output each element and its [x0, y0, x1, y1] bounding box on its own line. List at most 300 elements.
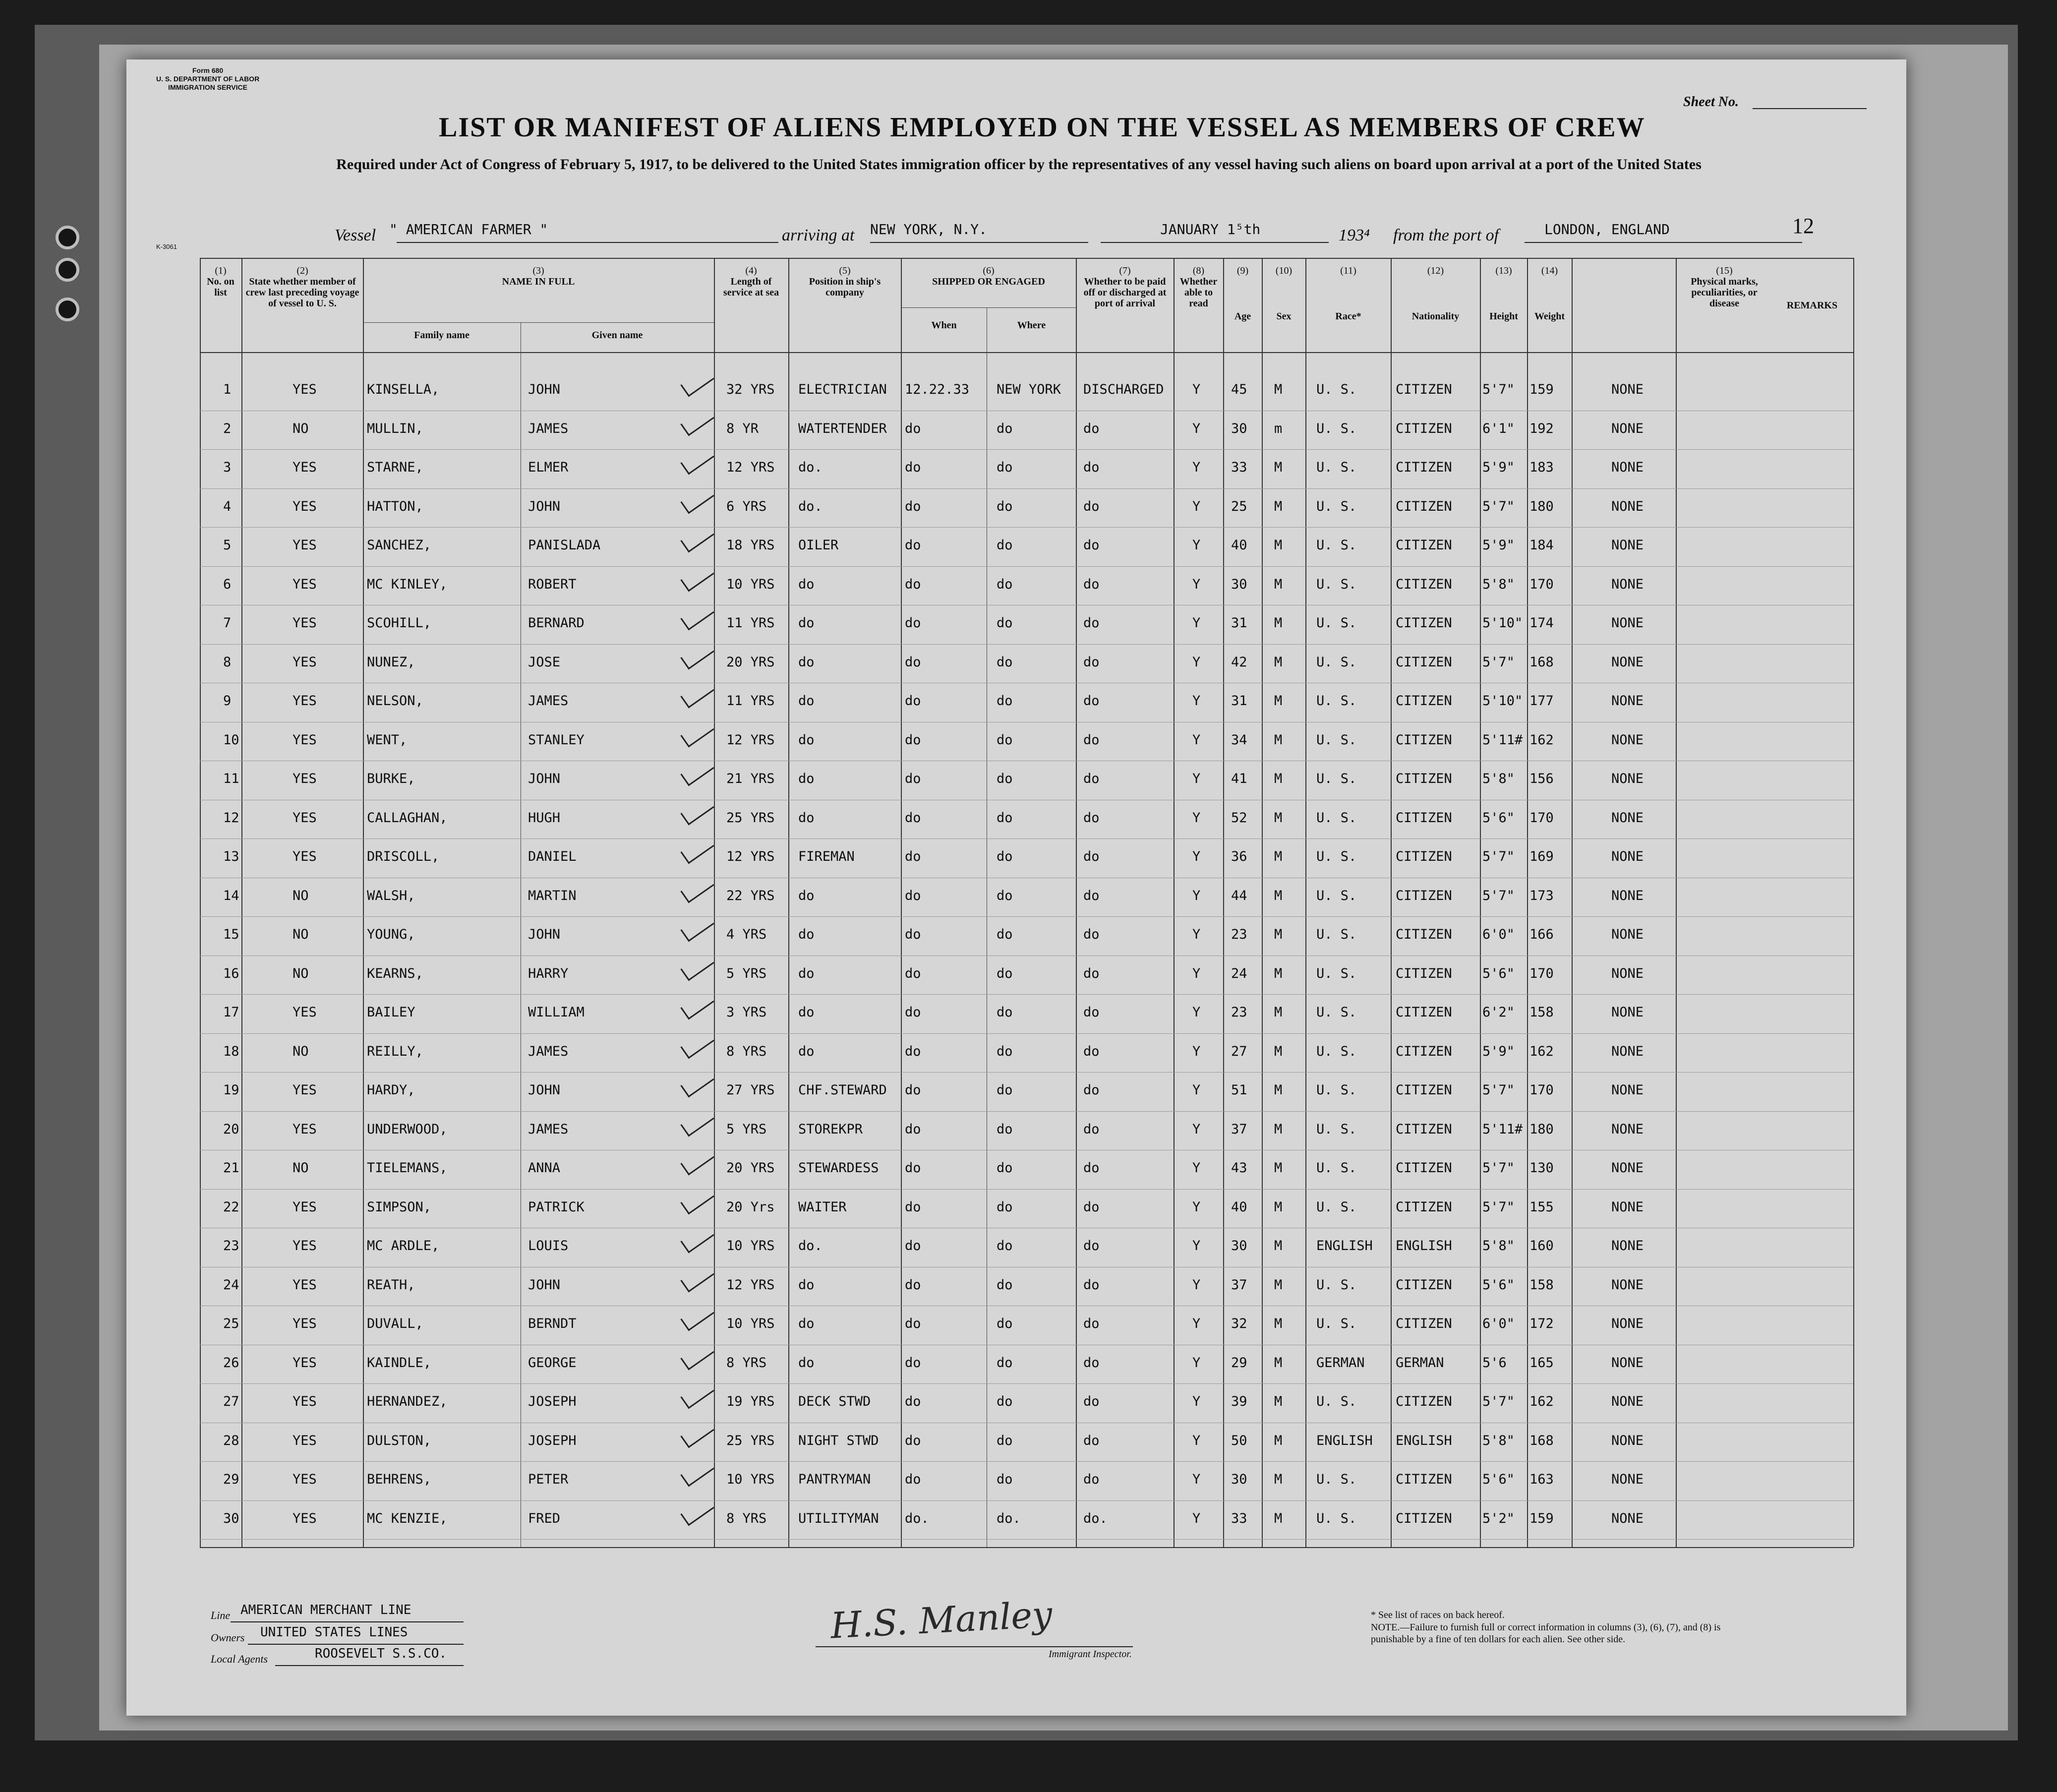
cell-service: 4 YRS	[726, 927, 767, 942]
cell-given: ELMER	[528, 460, 569, 475]
penalty-note: NOTE.—Failure to furnish full or correct information in columns (3), (6), (7), and (8) is punishable by a fine of ten dollars for each alien. See other side.	[1371, 1622, 1721, 1645]
cell-height: 5'10"	[1482, 615, 1523, 631]
cell-prev: YES	[293, 810, 317, 826]
cell-nat: CITIZEN	[1396, 460, 1452, 475]
cell-nat: CITIZEN	[1396, 1082, 1452, 1098]
cell-service: 32 YRS	[726, 382, 775, 397]
cell-read: Y	[1192, 965, 1201, 981]
cell-nat: ENGLISH	[1396, 1238, 1452, 1254]
cell-nat: CITIZEN	[1396, 1005, 1452, 1020]
cell-position: do	[798, 1005, 815, 1020]
cell-read: Y	[1192, 1238, 1201, 1254]
cell-when: do	[905, 1355, 921, 1371]
cell-family: MC KINLEY,	[367, 576, 448, 592]
cell-paid: do	[1083, 849, 1100, 864]
cell-position: WATERTENDER	[798, 420, 887, 436]
cell-height: 5'11#	[1482, 1121, 1523, 1137]
cell-position: do	[798, 810, 815, 826]
cell-age: 30	[1231, 420, 1247, 436]
table-row	[126, 1423, 1906, 1462]
cell-marks: NONE	[1611, 965, 1644, 981]
cell-race: ENGLISH	[1316, 1433, 1373, 1448]
cell-marks: NONE	[1611, 1043, 1644, 1059]
cell-prev: NO	[293, 927, 309, 942]
cell-read: Y	[1192, 1082, 1201, 1098]
cell-age: 52	[1231, 810, 1247, 826]
cell-position: do	[798, 615, 815, 631]
cell-marks: NONE	[1611, 849, 1644, 864]
cell-nat: CITIZEN	[1396, 810, 1452, 826]
cell-prev: NO	[293, 1043, 309, 1059]
cell-when: do	[905, 888, 921, 903]
cell-prev: NO	[293, 420, 309, 436]
cell-weight: 172	[1529, 1316, 1554, 1331]
table-row	[126, 1190, 1906, 1229]
checkmark-icon	[680, 1068, 714, 1098]
cell-height: 5'6"	[1482, 1277, 1515, 1293]
checkmark-icon	[680, 873, 714, 903]
cell-given: PETER	[528, 1472, 569, 1487]
cell-height: 6'0"	[1482, 927, 1515, 942]
cell-nat: CITIZEN	[1396, 576, 1452, 592]
shipped-sub-rule	[901, 307, 1076, 308]
cell-family: HERNANDEZ,	[367, 1394, 448, 1409]
cell-when: do	[905, 1199, 921, 1215]
cell-age: 30	[1231, 1472, 1247, 1487]
cell-no: 11	[223, 771, 239, 786]
cell-prev: YES	[293, 693, 317, 709]
cell-sex: M	[1274, 888, 1283, 903]
col-header-read: (8) Whether able to read	[1179, 265, 1218, 309]
cell-paid: do	[1083, 538, 1100, 553]
table-bottom-rule	[200, 1547, 1853, 1548]
col-header-age: (9) Age	[1234, 265, 1251, 322]
col-header-where: Where	[1017, 320, 1046, 331]
cell-paid: do	[1083, 420, 1100, 436]
cell-given: JAMES	[528, 420, 569, 436]
cell-paid: do	[1083, 1238, 1100, 1254]
table-row	[126, 1306, 1906, 1345]
cell-given: JOHN	[528, 498, 561, 514]
cell-weight: 160	[1529, 1238, 1554, 1254]
col-header-weight: (14) Weight	[1534, 265, 1565, 322]
cell-height: 5'7"	[1482, 382, 1515, 397]
cell-paid: do	[1083, 615, 1100, 631]
cell-race: U. S.	[1316, 576, 1357, 592]
cell-sex: M	[1274, 1316, 1283, 1331]
cell-given: JOHN	[528, 771, 561, 786]
cell-service: 27 YRS	[726, 1082, 775, 1098]
cell-sex: M	[1274, 732, 1283, 748]
col-header-paid-off: (7) Whether to be paid off or discharged at port of arrival	[1083, 265, 1167, 309]
cell-given: MARTIN	[528, 888, 577, 903]
cell-nat: CITIZEN	[1396, 1277, 1452, 1293]
cell-given: GEORGE	[528, 1355, 577, 1371]
cell-race: U. S.	[1316, 927, 1357, 942]
cell-when: do	[905, 1472, 921, 1487]
cell-service: 20 YRS	[726, 1160, 775, 1176]
cell-family: DRISCOLL,	[367, 849, 440, 864]
cell-service: 12 YRS	[726, 460, 775, 475]
name-sub-rule	[363, 322, 714, 323]
cell-no: 26	[223, 1355, 239, 1371]
cell-race: U. S.	[1316, 771, 1357, 786]
cell-read: Y	[1192, 1355, 1201, 1371]
cell-paid: do	[1083, 888, 1100, 903]
cell-prev: YES	[293, 1238, 317, 1254]
cell-nat: CITIZEN	[1396, 849, 1452, 864]
cell-when: do	[905, 538, 921, 553]
from-port-line	[1525, 242, 1802, 243]
cell-service: 10 YRS	[726, 1316, 775, 1331]
cell-height: 6'2"	[1482, 1005, 1515, 1020]
cell-service: 10 YRS	[726, 576, 775, 592]
checkmark-icon	[680, 679, 714, 709]
cell-no: 6	[223, 576, 232, 592]
cell-given: JOSEPH	[528, 1394, 577, 1409]
cell-race: U. S.	[1316, 965, 1357, 981]
cell-nat: CITIZEN	[1396, 498, 1452, 514]
table-row	[126, 956, 1906, 995]
cell-no: 28	[223, 1433, 239, 1448]
cell-read: Y	[1192, 1277, 1201, 1293]
cell-no: 13	[223, 849, 239, 864]
cell-weight: 180	[1529, 498, 1554, 514]
cell-weight: 168	[1529, 654, 1554, 670]
col-header-service: (4) Length of service at sea	[723, 265, 779, 298]
cell-no: 18	[223, 1043, 239, 1059]
col-header-prev-voyage: (2) State whether member of crew last preceding voyage of vessel to U. S.	[245, 265, 359, 309]
cell-marks: NONE	[1611, 460, 1644, 475]
port-line	[870, 242, 1088, 243]
cell-sex: M	[1274, 576, 1283, 592]
cell-sex: M	[1274, 460, 1283, 475]
cell-family: STARNE,	[367, 460, 423, 475]
checkmark-icon	[680, 406, 714, 436]
cell-marks: NONE	[1611, 1316, 1644, 1331]
cell-race: U. S.	[1316, 849, 1357, 864]
table-row	[126, 800, 1906, 839]
cell-position: do	[798, 888, 815, 903]
cell-when: do	[905, 965, 921, 981]
cell-height: 5'6"	[1482, 810, 1515, 826]
cell-sex: m	[1274, 420, 1283, 436]
cell-paid: do	[1083, 732, 1100, 748]
table-row	[126, 1112, 1906, 1151]
cell-position: CHF.STEWARD	[798, 1082, 887, 1098]
cell-given: HARRY	[528, 965, 569, 981]
cell-no: 1	[223, 382, 232, 397]
cell-where: NEW YORK	[997, 382, 1061, 397]
cell-marks: NONE	[1611, 1199, 1644, 1215]
cell-service: 20 Yrs	[726, 1199, 775, 1215]
checkmark-icon	[680, 484, 714, 514]
cell-given: JOSEPH	[528, 1433, 577, 1448]
cell-race: U. S.	[1316, 1121, 1357, 1137]
cell-position: ELECTRICIAN	[798, 382, 887, 397]
cell-height: 5'9"	[1482, 1043, 1515, 1059]
checkmark-icon	[680, 1457, 714, 1487]
cell-read: Y	[1192, 420, 1201, 436]
cell-when: do	[905, 420, 921, 436]
vessel-label: Vessel	[335, 226, 376, 244]
cell-family: MULLIN,	[367, 420, 423, 436]
cell-position: do	[798, 1316, 815, 1331]
cell-given: STANLEY	[528, 732, 585, 748]
cell-where: do	[997, 498, 1013, 514]
cell-when: do.	[905, 1510, 929, 1526]
cell-read: Y	[1192, 654, 1201, 670]
cell-height: 5'11#	[1482, 732, 1523, 748]
checkmark-icon	[680, 951, 714, 981]
cell-given: BERNARD	[528, 615, 585, 631]
cell-nat: CITIZEN	[1396, 888, 1452, 903]
cell-given: JAMES	[528, 1043, 569, 1059]
cell-position: STEWARDESS	[798, 1160, 879, 1176]
cell-nat: CITIZEN	[1396, 538, 1452, 553]
cell-read: Y	[1192, 888, 1201, 903]
cell-where: do	[997, 420, 1013, 436]
cell-height: 5'7"	[1482, 1160, 1515, 1176]
cell-read: Y	[1192, 538, 1201, 553]
cell-family: DULSTON,	[367, 1433, 432, 1448]
cell-when: do	[905, 615, 921, 631]
cell-race: U. S.	[1316, 693, 1357, 709]
cell-height: 5'7"	[1482, 888, 1515, 903]
cell-no: 15	[223, 927, 239, 942]
table-row	[126, 450, 1906, 489]
cell-weight: 173	[1529, 888, 1554, 903]
cell-service: 6 YRS	[726, 498, 767, 514]
cell-race: U. S.	[1316, 420, 1357, 436]
cell-prev: YES	[293, 1394, 317, 1409]
header-bottom-rule	[200, 352, 1853, 353]
cell-height: 5'9"	[1482, 460, 1515, 475]
cell-weight: 183	[1529, 460, 1554, 475]
cell-race: U. S.	[1316, 1082, 1357, 1098]
vessel-line	[397, 242, 778, 243]
cell-height: 5'7"	[1482, 1199, 1515, 1215]
from-label: from the port of	[1393, 226, 1499, 244]
cell-weight: 177	[1529, 693, 1554, 709]
cell-given: PATRICK	[528, 1199, 585, 1215]
cell-read: Y	[1192, 1316, 1201, 1331]
cell-paid: do	[1083, 1005, 1100, 1020]
cell-position: do	[798, 1043, 815, 1059]
cell-weight: 162	[1529, 1043, 1554, 1059]
table-row	[126, 372, 1906, 411]
cell-paid: do	[1083, 693, 1100, 709]
cell-no: 8	[223, 654, 232, 670]
checkmark-icon	[680, 990, 714, 1020]
cell-sex: M	[1274, 1238, 1283, 1254]
cell-when: do	[905, 1121, 921, 1137]
cell-family: WENT,	[367, 732, 408, 748]
cell-marks: NONE	[1611, 1355, 1644, 1371]
cell-where: do	[997, 538, 1013, 553]
cell-race: U. S.	[1316, 1043, 1357, 1059]
cell-prev: YES	[293, 615, 317, 631]
cell-race: U. S.	[1316, 1510, 1357, 1526]
cell-paid: do	[1083, 1082, 1100, 1098]
cell-no: 30	[223, 1510, 239, 1526]
cell-service: 22 YRS	[726, 888, 775, 903]
sheet-number-line	[1753, 108, 1867, 109]
cell-given: JOHN	[528, 927, 561, 942]
cell-given: DANIEL	[528, 849, 577, 864]
cell-paid: do	[1083, 1043, 1100, 1059]
cell-weight: 174	[1529, 615, 1554, 631]
cell-weight: 166	[1529, 927, 1554, 942]
cell-height: 5'7"	[1482, 654, 1515, 670]
cell-no: 21	[223, 1160, 239, 1176]
inspector-label: Immigrant Inspector.	[1049, 1649, 1132, 1660]
cell-no: 4	[223, 498, 232, 514]
cell-weight: 170	[1529, 1082, 1554, 1098]
cell-where: do	[997, 810, 1013, 826]
col-header-remarks: REMARKS	[1786, 300, 1838, 311]
cell-given: ROBERT	[528, 576, 577, 592]
cell-nat: CITIZEN	[1396, 693, 1452, 709]
form-service: IMMIGRATION SERVICE	[168, 83, 247, 91]
cell-height: 5'6	[1482, 1355, 1507, 1371]
cell-when: do	[905, 1005, 921, 1020]
form-number: Form 680	[192, 66, 224, 74]
cell-age: 32	[1231, 1316, 1247, 1331]
cell-nat: CITIZEN	[1396, 654, 1452, 670]
cell-marks: NONE	[1611, 576, 1644, 592]
cell-age: 33	[1231, 1510, 1247, 1526]
table-row	[126, 1267, 1906, 1307]
cell-read: Y	[1192, 849, 1201, 864]
cell-family: KAINDLE,	[367, 1355, 432, 1371]
cell-position: NIGHT STWD	[798, 1433, 879, 1448]
cell-paid: do	[1083, 1472, 1100, 1487]
cell-sex: M	[1274, 498, 1283, 514]
cell-marks: NONE	[1611, 1510, 1644, 1526]
checkmark-icon	[680, 912, 714, 942]
cell-where: do	[997, 460, 1013, 475]
cell-height: 5'9"	[1482, 538, 1515, 553]
checkmark-icon	[680, 562, 714, 592]
cell-sex: M	[1274, 1082, 1283, 1098]
cell-no: 29	[223, 1472, 239, 1487]
cell-no: 22	[223, 1199, 239, 1215]
cell-age: 41	[1231, 771, 1247, 786]
cell-nat: CITIZEN	[1396, 1472, 1452, 1487]
table-row	[126, 761, 1906, 800]
cell-paid: DISCHARGED	[1083, 382, 1164, 397]
cell-race: U. S.	[1316, 615, 1357, 631]
cell-when: 12.22.33	[905, 382, 970, 397]
table-row	[126, 1384, 1906, 1423]
cell-service: 20 YRS	[726, 654, 775, 670]
cell-when: do	[905, 693, 921, 709]
cell-race: U. S.	[1316, 1160, 1357, 1176]
cell-weight: 165	[1529, 1355, 1554, 1371]
cell-read: Y	[1192, 1472, 1201, 1487]
cell-height: 5'8"	[1482, 1238, 1515, 1254]
cell-sex: M	[1274, 1043, 1283, 1059]
cell-paid: do	[1083, 654, 1100, 670]
cell-when: do	[905, 849, 921, 864]
cell-paid: do	[1083, 460, 1100, 475]
cell-family: BURKE,	[367, 771, 415, 786]
cell-read: Y	[1192, 693, 1201, 709]
cell-no: 24	[223, 1277, 239, 1293]
cell-given: JOHN	[528, 1277, 561, 1293]
cell-height: 5'8"	[1482, 1433, 1515, 1448]
table-row	[126, 1462, 1906, 1501]
cell-where: do	[997, 1043, 1013, 1059]
cell-paid: do	[1083, 1394, 1100, 1409]
cell-service: 5 YRS	[726, 1121, 767, 1137]
cell-weight: 159	[1529, 1510, 1554, 1526]
cell-where: do	[997, 693, 1013, 709]
cell-read: Y	[1192, 1394, 1201, 1409]
cell-where: do	[997, 1355, 1013, 1371]
cell-weight: 162	[1529, 732, 1554, 748]
cell-paid: do	[1083, 1277, 1100, 1293]
cell-family: TIELEMANS,	[367, 1160, 448, 1176]
cell-no: 17	[223, 1005, 239, 1020]
cell-marks: NONE	[1611, 615, 1644, 631]
cell-sex: M	[1274, 1472, 1283, 1487]
cell-weight: 192	[1529, 420, 1554, 436]
cell-marks: NONE	[1611, 810, 1644, 826]
cell-height: 5'8"	[1482, 576, 1515, 592]
cell-paid: do	[1083, 927, 1100, 942]
cell-weight: 155	[1529, 1199, 1554, 1215]
col-header-family-name: Family name	[414, 330, 470, 341]
cell-race: ENGLISH	[1316, 1238, 1373, 1254]
checkmark-icon	[680, 640, 714, 669]
cell-service: 12 YRS	[726, 849, 775, 864]
cell-age: 23	[1231, 927, 1247, 942]
cell-nat: CITIZEN	[1396, 420, 1452, 436]
cell-where: do	[997, 1472, 1013, 1487]
cell-weight: 159	[1529, 382, 1554, 397]
cell-prev: YES	[293, 1199, 317, 1215]
checkmark-icon	[680, 1224, 714, 1254]
table-row	[126, 683, 1906, 722]
cell-service: 11 YRS	[726, 693, 775, 709]
cell-age: 24	[1231, 965, 1247, 981]
cell-marks: NONE	[1611, 1472, 1644, 1487]
col-header-position: (5) Position in ship's company	[809, 265, 881, 298]
checkmark-icon	[680, 1418, 714, 1448]
cell-nat: GERMAN	[1396, 1355, 1444, 1371]
cell-sex: M	[1274, 965, 1283, 981]
cell-prev: YES	[293, 1082, 317, 1098]
cell-position: do	[798, 732, 815, 748]
cell-race: U. S.	[1316, 1277, 1357, 1293]
cell-when: do	[905, 576, 921, 592]
cell-service: 10 YRS	[726, 1472, 775, 1487]
cell-position: FIREMAN	[798, 849, 855, 864]
cell-read: Y	[1192, 1510, 1201, 1526]
col-header-given-name: Given name	[591, 330, 643, 341]
cell-where: do	[997, 849, 1013, 864]
table-row	[126, 645, 1906, 684]
cell-prev: NO	[293, 965, 309, 981]
cell-marks: NONE	[1611, 420, 1644, 436]
col-header-name: (3) NAME IN FULL	[502, 265, 575, 287]
cell-no: 23	[223, 1238, 239, 1254]
cell-age: 42	[1231, 654, 1247, 670]
cell-race: U. S.	[1316, 1316, 1357, 1331]
table-row	[126, 878, 1906, 917]
